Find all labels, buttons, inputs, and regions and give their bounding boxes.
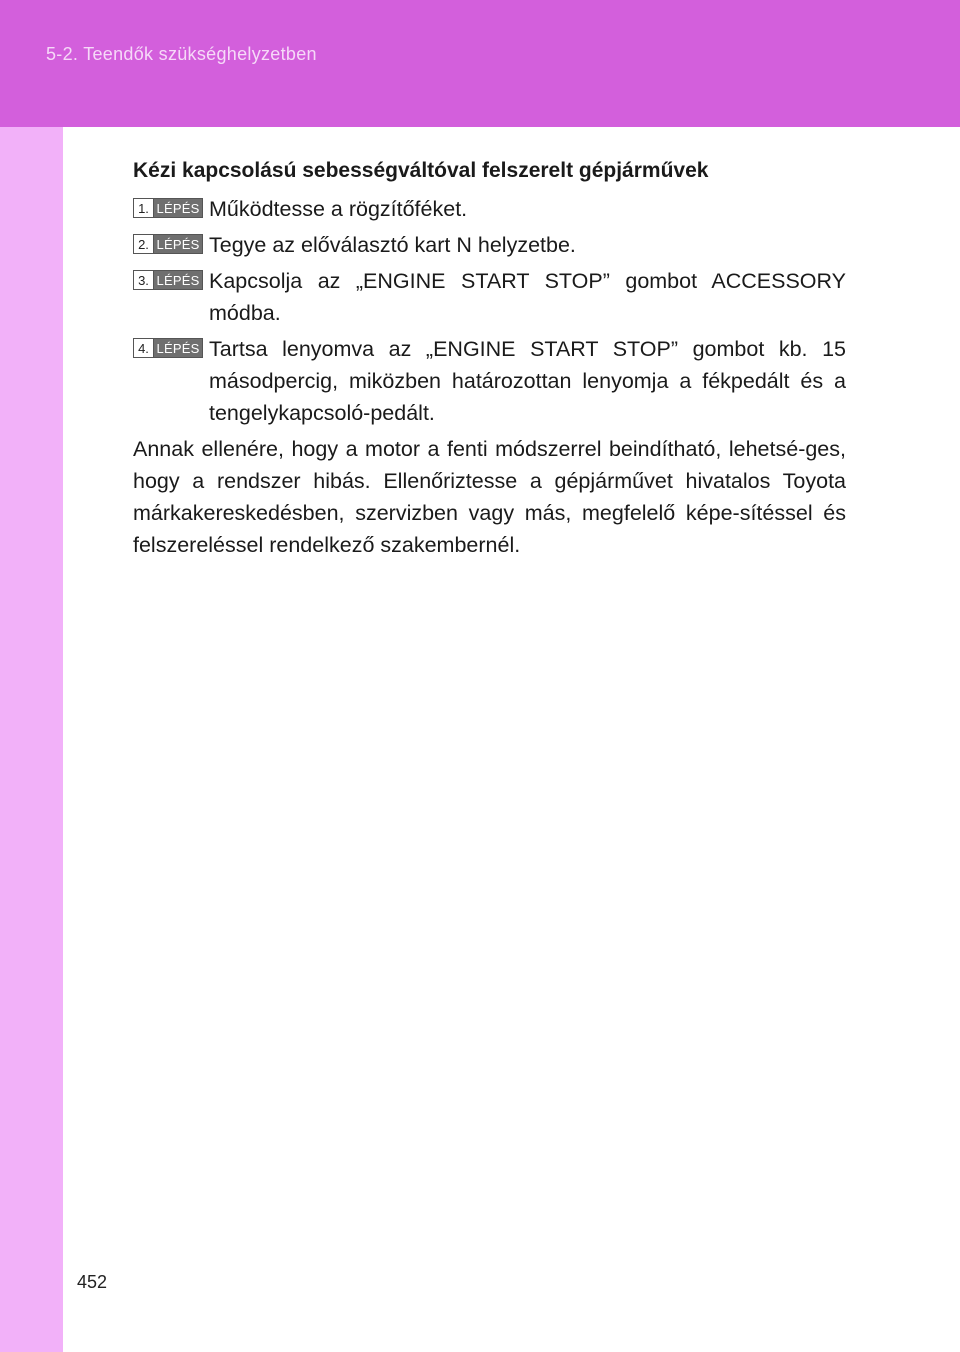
- step-number: 4.: [133, 338, 153, 358]
- step-item: [133, 193, 846, 225]
- step-badge: [133, 234, 203, 254]
- page-number: 452: [77, 1272, 108, 1292]
- step-text: Tegye az előválasztó kart N helyzetbe.: [209, 233, 576, 257]
- step-badge: [133, 198, 203, 218]
- step-item: [133, 265, 846, 329]
- step-badge: [133, 338, 203, 358]
- side-band: [0, 127, 63, 1352]
- step-item: [133, 333, 846, 429]
- section-heading: Kézi kapcsolású sebességváltóval felszerelt gépjárművek: [133, 159, 709, 182]
- header-band: [0, 0, 960, 127]
- step-item: [133, 229, 846, 261]
- step-number: 3.: [133, 270, 153, 290]
- step-badge-label: LÉPÉS: [153, 198, 203, 218]
- step-badge-label: LÉPÉS: [153, 270, 203, 290]
- step-badge-label: LÉPÉS: [153, 234, 203, 254]
- step-text: Működtesse a rögzítőféket.: [209, 197, 468, 221]
- step-number: 2.: [133, 234, 153, 254]
- step-number: 1.: [133, 198, 153, 218]
- step-text: Tartsa lenyomva az „ENGINE START STOP” gombot kb. 15 másodpercig, miközben határozottan lenyomja a fékpedált és a tengelykapcsoló-pedált.: [209, 337, 846, 425]
- step-badge: [133, 270, 203, 290]
- main-content: [133, 155, 846, 561]
- step-badge-label: LÉPÉS: [153, 338, 203, 358]
- note-paragraph: Annak ellenére, hogy a motor a fenti módszerrel beindítható, lehetsé-ges, hogy a rendszer hibás. Ellenőriztesse a gépjárművet hivatalos Toyota márkakereskedésben, szervizben vagy más, megfelelő képe-sítéssel és felszereléssel rendelkező szakembernél.: [133, 437, 846, 557]
- step-text: Kapcsolja az „ENGINE START STOP” gombot ACCESSORY módba.: [209, 269, 846, 325]
- section-title: 5-2. Teendők szükséghelyzetben: [46, 44, 317, 64]
